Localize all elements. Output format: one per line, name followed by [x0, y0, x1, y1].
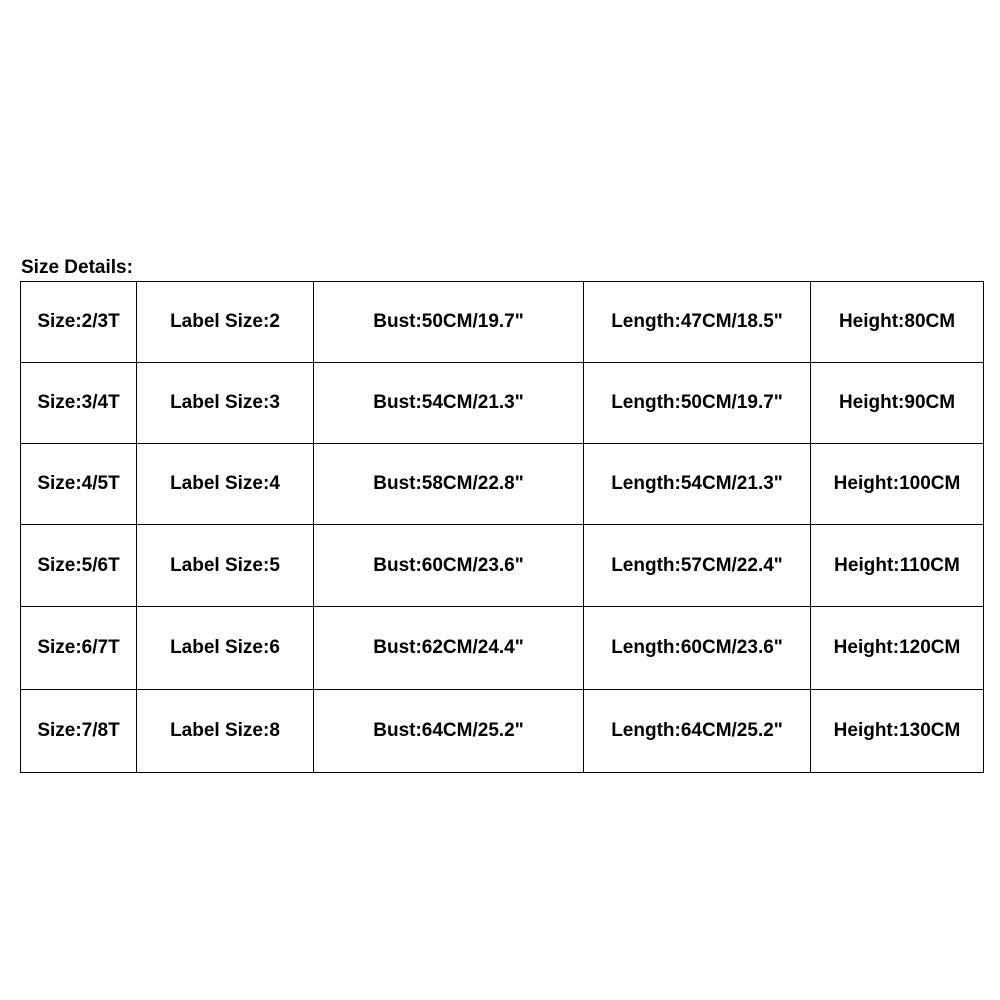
table-row: [21, 690, 984, 773]
size-details-title: Size Details:: [21, 257, 133, 278]
length-cell: Length:64CM/25.2": [584, 690, 811, 773]
bust-cell: Bust:54CM/21.3": [314, 363, 584, 444]
height-cell: Height:100CM: [811, 444, 984, 525]
size-cell: Size:3/4T: [21, 363, 137, 444]
table-row: [21, 282, 984, 363]
length-cell: Length:50CM/19.7": [584, 363, 811, 444]
size-cell: Size:2/3T: [21, 282, 137, 363]
height-cell: Height:110CM: [811, 525, 984, 607]
table-row: [21, 607, 984, 690]
label-size-cell: Label Size:4: [137, 444, 314, 525]
length-cell: Length:54CM/21.3": [584, 444, 811, 525]
height-cell: Height:90CM: [811, 363, 984, 444]
bust-cell: Bust:58CM/22.8": [314, 444, 584, 525]
size-chart-table: [20, 281, 984, 773]
table-row: [21, 525, 984, 607]
label-size-cell: Label Size:8: [137, 690, 314, 773]
bust-cell: Bust:50CM/19.7": [314, 282, 584, 363]
length-cell: Length:57CM/22.4": [584, 525, 811, 607]
table-row: [21, 444, 984, 525]
bust-cell: Bust:60CM/23.6": [314, 525, 584, 607]
label-size-cell: Label Size:5: [137, 525, 314, 607]
height-cell: Height:130CM: [811, 690, 984, 773]
height-cell: Height:80CM: [811, 282, 984, 363]
size-cell: Size:4/5T: [21, 444, 137, 525]
bust-cell: Bust:64CM/25.2": [314, 690, 584, 773]
size-cell: Size:6/7T: [21, 607, 137, 690]
size-cell: Size:7/8T: [21, 690, 137, 773]
label-size-cell: Label Size:2: [137, 282, 314, 363]
table-row: [21, 363, 984, 444]
length-cell: Length:47CM/18.5": [584, 282, 811, 363]
bust-cell: Bust:62CM/24.4": [314, 607, 584, 690]
label-size-cell: Label Size:3: [137, 363, 314, 444]
label-size-cell: Label Size:6: [137, 607, 314, 690]
height-cell: Height:120CM: [811, 607, 984, 690]
length-cell: Length:60CM/23.6": [584, 607, 811, 690]
size-cell: Size:5/6T: [21, 525, 137, 607]
